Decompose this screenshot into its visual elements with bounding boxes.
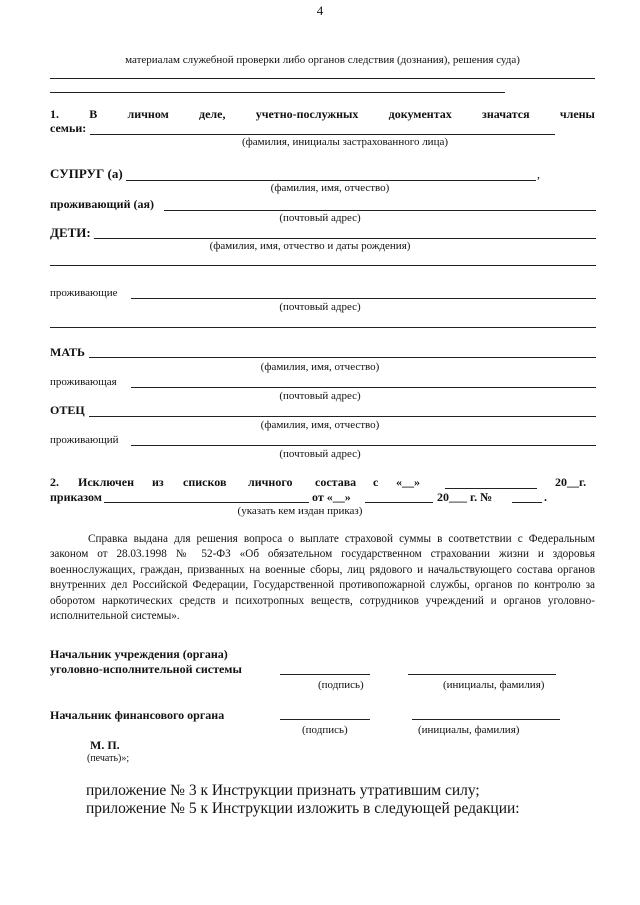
s2-word: личного — [248, 475, 293, 489]
order-year[interactable]: 20___ г. № — [437, 490, 493, 504]
order-month-field[interactable] — [365, 502, 433, 503]
mother-name-field[interactable] — [89, 357, 596, 358]
s2-word: списков — [183, 475, 227, 489]
father-caption: (фамилия, имя, отчество) — [260, 419, 380, 431]
page-number: 4 — [316, 3, 324, 18]
stamp-caption: (печать)»; — [87, 753, 130, 764]
head2-sign-caption: (подпись) — [302, 724, 348, 736]
children-caption: (фамилия, имя, отчество и даты рождения) — [209, 240, 411, 252]
children-field[interactable] — [94, 238, 596, 239]
s2-word: Исключен — [78, 475, 135, 489]
s2-day-field[interactable]: «__» — [396, 475, 420, 489]
amendment-1: приложение № 3 к Инструкции признать утратившим силу; — [86, 782, 480, 799]
s2-word: с — [373, 475, 379, 489]
heading-word: учетно-послужных — [255, 107, 359, 121]
heading-word: значатся — [482, 107, 530, 121]
head2-name-caption: (инициалы, фамилия) — [418, 724, 520, 736]
order-end: . — [544, 490, 547, 504]
children-residing-label: проживающие — [50, 287, 118, 299]
children-address-extra-field[interactable] — [50, 327, 596, 328]
order-issuer-field[interactable] — [104, 502, 309, 503]
header-continuation: материалам служебной проверки либо органов следствия (дознания), решения суда) — [125, 54, 520, 66]
heading-word: В — [89, 107, 98, 121]
father-name-field[interactable] — [89, 416, 596, 417]
head1-sign-caption: (подпись) — [318, 679, 364, 691]
head1-name-field[interactable] — [408, 674, 556, 675]
head2-signature-field[interactable] — [280, 719, 370, 720]
s2-word: из — [152, 475, 164, 489]
heading-word: члены — [559, 107, 595, 121]
father-residing-label: проживающий — [50, 434, 119, 446]
spouse-comma: , — [537, 167, 540, 181]
children-extra-field[interactable] — [50, 265, 596, 266]
mother-residing-label: проживающая — [50, 376, 117, 388]
head1-name-caption: (инициалы, фамилия) — [443, 679, 545, 691]
blank-line-1[interactable] — [50, 78, 595, 79]
mother-label: МАТЬ — [50, 345, 85, 359]
s2-word: состава — [315, 475, 357, 489]
head1-title-line1: Начальник учреждения (органа) — [50, 647, 228, 661]
family-field[interactable] — [90, 134, 555, 135]
children-label: ДЕТИ: — [50, 225, 91, 240]
section1-heading — [50, 107, 595, 122]
mother-address-caption: (почтовый адрес) — [279, 390, 361, 402]
mother-caption: (фамилия, имя, отчество) — [260, 361, 380, 373]
order-label: приказом — [50, 490, 102, 504]
father-address-field[interactable] — [131, 445, 596, 446]
heading-word: деле, — [199, 107, 226, 121]
certificate-text: Справка выдана для решения вопроса о выплате страховой суммы в соответствии с Федеральным законом от 28.03.1998 № 52-ФЗ «Об обязательном государственном страховании жизни и здоровья военнослужащих, граждан, призванных на военные сборы, лиц рядового и начальствующего состава органов внутренних дел Российской Федерации, Государственной противопожарной службы, органов по контролю за оборотом наркотических средств и психотропных веществ, сотрудников учреждений и органов уголовно-исполнительной системы». — [50, 533, 595, 623]
spouse-caption: (фамилия, имя, отчество) — [270, 182, 390, 194]
s2-num: 2. — [50, 475, 59, 489]
head2-name-field[interactable] — [412, 719, 560, 720]
father-label: ОТЕЦ — [50, 403, 85, 417]
s2-month-field[interactable] — [445, 488, 537, 489]
spouse-name-field[interactable] — [126, 180, 536, 181]
heading-word: 1. — [50, 107, 59, 121]
heading-word: документах — [388, 107, 452, 121]
spouse-address-caption: (почтовый адрес) — [279, 212, 361, 224]
stamp-label: М. П. — [90, 738, 120, 752]
amendment-2: приложение № 5 к Инструкции изложить в следующей редакции: — [86, 800, 520, 817]
family-label: семьи: — [50, 121, 87, 135]
mother-address-field[interactable] — [131, 387, 596, 388]
order-from[interactable]: от «__» — [312, 490, 351, 504]
father-address-caption: (почтовый адрес) — [279, 448, 361, 460]
order-number-field[interactable] — [512, 502, 542, 503]
spouse-address-field[interactable] — [164, 210, 596, 211]
family-caption: (фамилия, инициалы застрахованного лица) — [241, 136, 448, 148]
spouse-label: СУПРУГ (а) — [50, 166, 123, 181]
children-address-caption: (почтовый адрес) — [279, 301, 361, 313]
children-address-field[interactable] — [131, 298, 596, 299]
s2-year-field[interactable]: 20__г. — [555, 475, 587, 489]
spouse-residing-label: проживающий (ая) — [50, 197, 154, 211]
order-caption: (указать кем издан приказ) — [237, 505, 363, 517]
head2-title: Начальник финансового органа — [50, 708, 225, 722]
blank-line-2[interactable] — [50, 92, 505, 93]
heading-word: личном — [127, 107, 169, 121]
head1-title-line2: уголовно-исполнительной системы — [50, 662, 242, 676]
head1-signature-field[interactable] — [280, 674, 370, 675]
